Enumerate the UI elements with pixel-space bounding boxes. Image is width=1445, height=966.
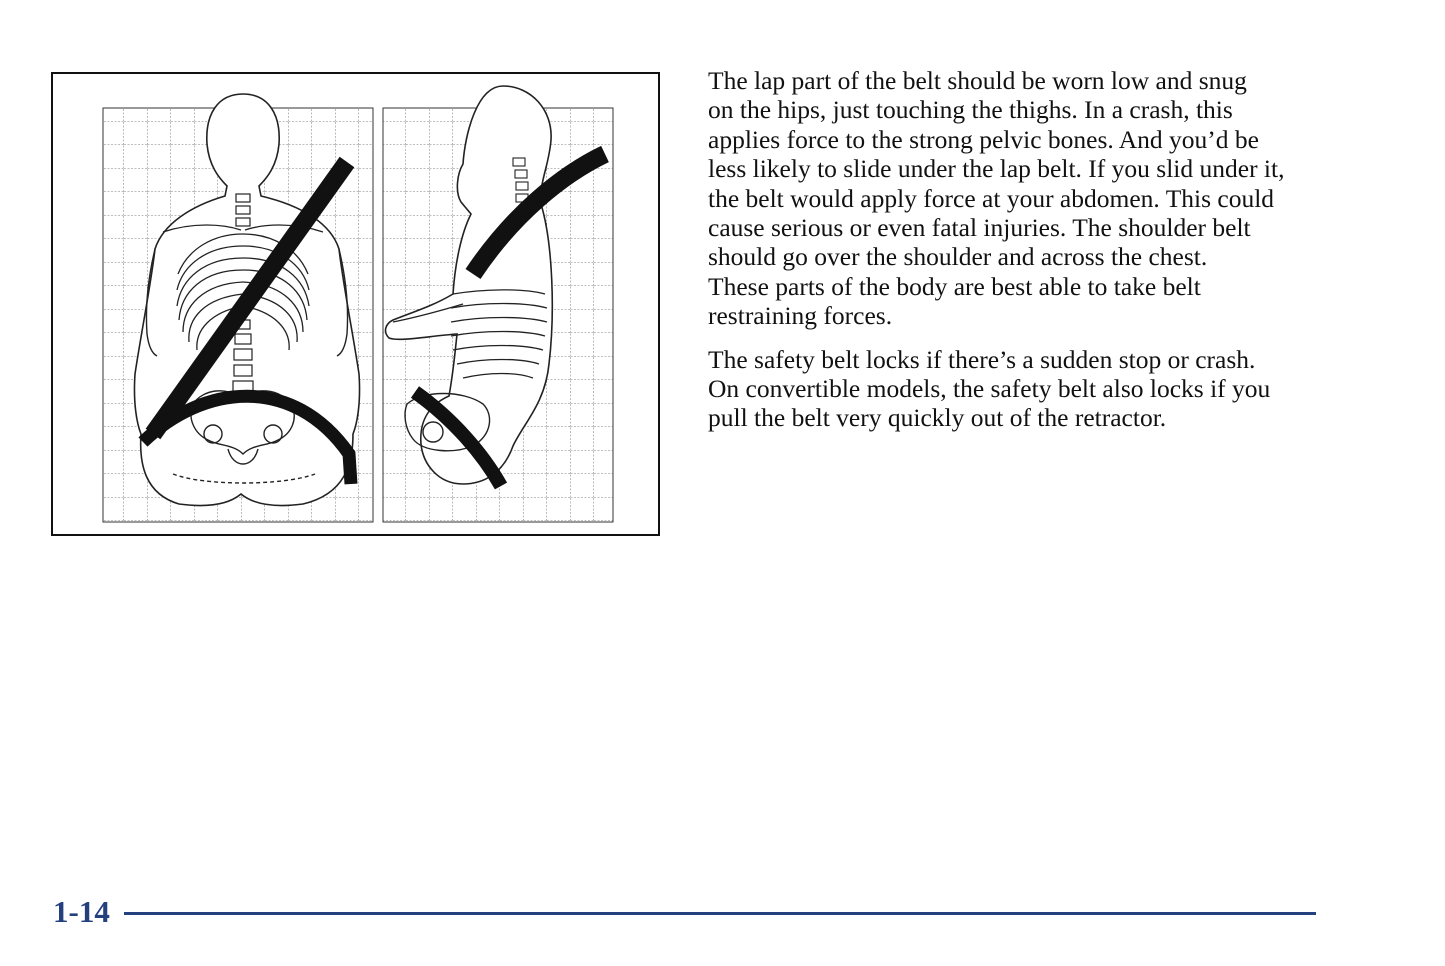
text-line: the belt would apply force at your abdomen. This could: [708, 183, 1275, 213]
text-line: cause serious or even fatal injuries. The shoulder belt: [708, 213, 1251, 243]
page-number: 1-14: [53, 894, 110, 929]
front-view: [103, 94, 373, 522]
text-line: on the hips, just touching the thighs. In a crash, this: [708, 95, 1233, 125]
paragraph-belt-locks: [708, 345, 1348, 433]
text-line: restraining forces.: [708, 301, 893, 331]
footer-rule: [124, 912, 1316, 915]
body-text: [708, 66, 1348, 447]
text-line: should go over the shoulder and across the chest.: [708, 242, 1208, 272]
side-view: [383, 86, 613, 522]
text-line: The lap part of the belt should be worn low and snug: [708, 66, 1247, 95]
text-line: pull the belt very quickly out of the retractor.: [708, 403, 1167, 433]
paragraph-lap-belt: [708, 66, 1348, 331]
text-line: less likely to slide under the lap belt. If you slid under it,: [708, 154, 1285, 184]
text-line: On convertible models, the safety belt also locks if you: [708, 374, 1271, 404]
skeleton-belt-diagram: [53, 74, 658, 534]
text-line: The safety belt locks if there’s a sudden stop or crash.: [708, 344, 1256, 374]
seat-belt-illustration: [51, 72, 660, 536]
text-line: These parts of the body are best able to take belt: [708, 271, 1201, 301]
text-line: applies force to the strong pelvic bones. And you’d be: [708, 124, 1259, 154]
